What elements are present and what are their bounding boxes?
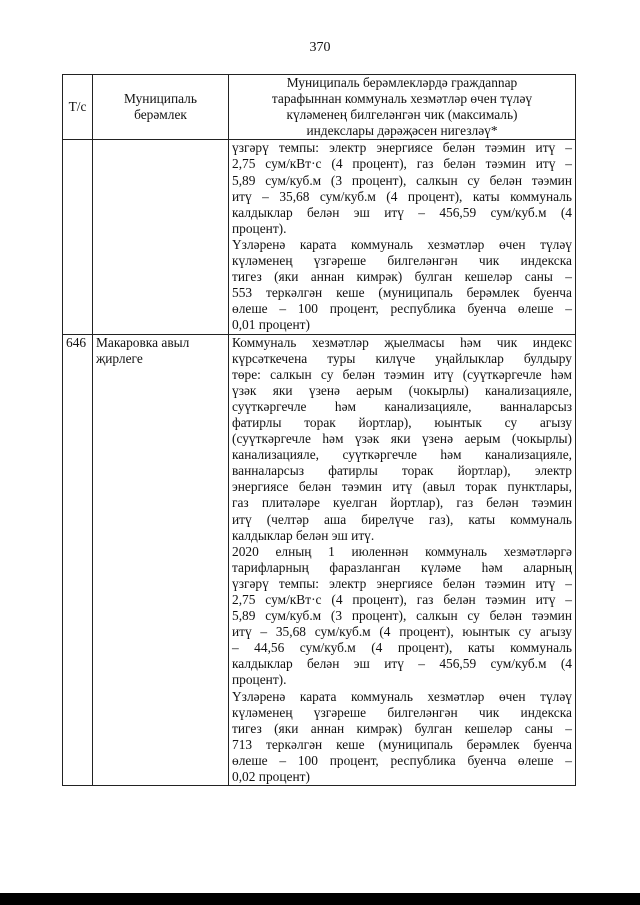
scan-bottom-edge	[0, 893, 640, 905]
text-line: өлеше – 100 процент, республика буенча өлеше –	[232, 301, 572, 317]
text-line: энергиясе белән тәэмин итү (авыл торак пунктлары,	[232, 479, 572, 495]
text-line: 2,75 сум/кВт·с (4 процент), газ белән тәэмин итү –	[232, 156, 572, 172]
text-line: өлеше – 100 процент, республика буенча өлеше –	[232, 752, 572, 768]
municipal-index-table	[62, 74, 576, 786]
text-line: 553 теркәлгән кеше (муниципаль берәмлек буенча	[232, 285, 572, 301]
text-line: 0,02 процент)	[232, 769, 310, 785]
text-line: ванналарсыз фатирлы торак йортлар), электр	[232, 463, 572, 479]
text-line: 2,75 сум/кВт·с (4 процент), газ белән тәэмин итү –	[232, 592, 572, 607]
header-municipality	[93, 75, 229, 140]
text-line: Үзләренә карата коммуналь хезмәтләр өчен түләү	[232, 688, 572, 704]
text-line: күләменең үзгәреше билгеләнгән чик индекска	[232, 704, 572, 720]
text-line: төре: салкын су белән тәэмин итү (суүткәргечле һәм	[232, 366, 572, 382]
text-line: итү – 35,68 сум/куб.м (4 процент), каты коммуналь	[232, 188, 572, 204]
text-line: 2020 елның 1 июленнән коммуналь хезмәтләргә	[232, 543, 572, 559]
text-line: 5,89 сум/куб.м (3 процент), салкын су белән тәэмин	[232, 172, 572, 188]
table-header-row	[63, 75, 576, 140]
index-justification-cell	[229, 140, 576, 334]
text-line: – 44,56 сум/куб.м (4 процент), каты коммуналь	[232, 640, 572, 656]
text-line: 713 теркәлгән кеше (муниципаль берәмлек буенча	[232, 736, 572, 752]
table-row	[63, 334, 576, 786]
header-index-line: индекслары дәрәҗәсен нигезләү*	[306, 123, 498, 139]
text-line: итү (челтәр аша бирелүче газ), каты коммуналь	[232, 511, 572, 527]
text-line: калдыклар белән эш итү – 456,59 сум/куб.м (4	[232, 656, 572, 672]
text-line: фатирлы торак йортлар), юынтык су агызу	[232, 414, 572, 430]
municipality-name-line: җирлеге	[96, 350, 143, 366]
table-row	[63, 140, 576, 334]
text-line: канализацияле, суүткәргечле һәм канализацияле,	[232, 447, 572, 463]
page-number: 370	[309, 40, 331, 55]
text-line: тарифларның фаразланган күләме һәм аларның	[232, 559, 572, 575]
header-index-line: Муниципаль берәмлекләрдә граждannар	[286, 75, 518, 90]
text-line: күләменең үзгәреше билгеләнгән чик индекска	[232, 253, 572, 269]
text-line: газ плитәләре куелган йортлар), газ белән тәэмин	[232, 495, 572, 511]
text-line: Коммуналь хезмәтләр җыелмасы һәм чик индекс	[232, 334, 572, 350]
text-line: 5,89 сум/куб.м (3 процент), салкын су белән тәэмин	[232, 608, 572, 624]
text-line: процент).	[232, 672, 287, 688]
text-line: калдыклар белән эш итү – 456,59 сум/куб.м (4	[232, 204, 572, 220]
header-municipality-line: Муниципаль	[124, 91, 197, 107]
row-number-cell: 646	[63, 334, 93, 786]
row-number-cell	[63, 140, 93, 334]
header-index-justification	[229, 75, 576, 140]
municipality-cell	[93, 140, 229, 334]
text-line: (суүткәргечле һәм үзәк яки үзенә аерым (чокырлы)	[232, 431, 572, 447]
text-line: үзгәрү темпы: электр энергиясе белән тәэмин итү –	[232, 575, 572, 591]
text-line: күрсәткечена туры килүче уңайлыклар булдыру	[232, 350, 572, 366]
text-line: 0,01 процент)	[232, 317, 310, 333]
text-line: суүткәргечле һәм канализацияле, ванналарсыз	[232, 398, 572, 414]
municipality-cell	[93, 334, 229, 786]
header-number: Т/с	[63, 75, 93, 140]
text-line: процент).	[232, 220, 287, 236]
header-index-line: тарафыннан коммуналь хезмәтләр өчен түләү	[271, 91, 533, 107]
text-line: үзгәрү темпы: электр энергиясе белән тәэмин итү –	[232, 140, 572, 156]
header-municipality-line: берәмлек	[134, 107, 187, 123]
header-index-line: күләменең билгеләнгән чик (максималь)	[286, 107, 518, 123]
index-justification-cell	[229, 334, 576, 786]
text-line: тигез (яки аннан кимрәк) булган кешеләр саны –	[232, 269, 572, 285]
text-line: итү – 35,68 сум/куб.м (4 процент), юынтык су агызу	[232, 624, 572, 640]
text-line: Үзләренә карата коммуналь хезмәтләр өчен түләү	[232, 236, 572, 252]
text-line: тигез (яки аннан кимрәк) булган кешеләр саны –	[232, 720, 572, 736]
text-line: үзәк яки үзенә аерым (чокырлы) канализацияле,	[232, 382, 572, 398]
municipality-name-line: Макаровка авыл	[96, 334, 190, 350]
text-line: калдыклар белән эш итү.	[232, 527, 375, 543]
